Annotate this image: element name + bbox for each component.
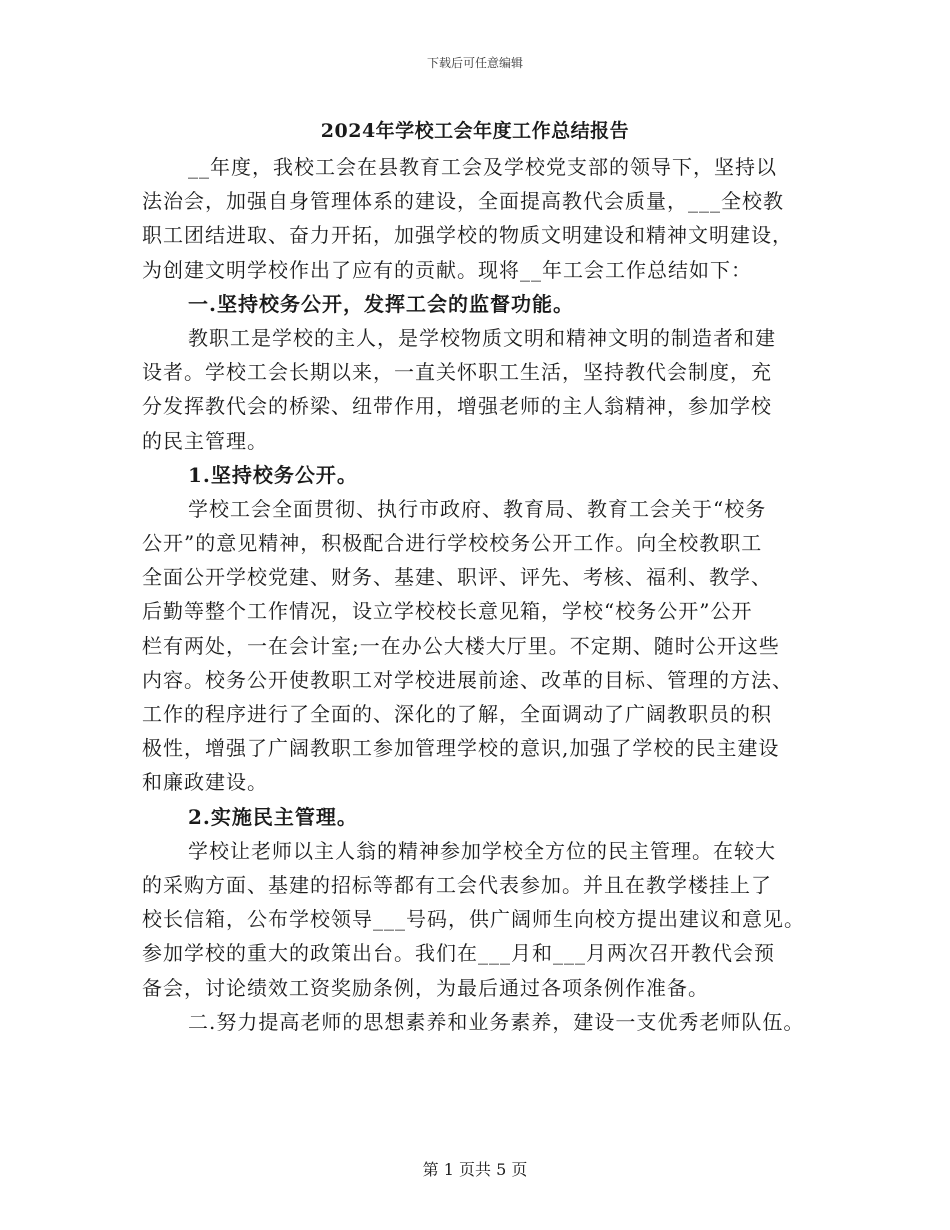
paragraph-line: 设者。学校工会长期以来，一直关怀职工生活，坚持教代会制度，充 — [142, 360, 772, 385]
paragraph-line: 职工团结进取、奋力开拓，加强学校的物质文明建设和精神文明建设， — [142, 223, 793, 248]
paragraph-line: 分发挥教代会的桥梁、纽带作用，增强老师的主人翁精神，参加学校 — [142, 394, 772, 419]
header-note: 下载后可任意编辑 — [426, 56, 523, 70]
paragraph-line: 二.努力提高老师的思想素养和业务素养，建设一支优秀老师队伍。 — [188, 1009, 805, 1034]
paragraph-line: 学校让老师以主人翁的精神参加学校全方位的民主管理。在较大 — [188, 838, 776, 863]
document-body — [142, 150, 832, 1039]
paragraph-line: 工作的程序进行了全面的、深化的了解，全面调动了广阔教职员的积 — [142, 702, 772, 726]
paragraph-line: __年度，我校工会在县教育工会及学校党支部的领导下，坚持以 — [188, 155, 777, 179]
section-heading: 2.实施民主管理。 — [188, 804, 358, 829]
paragraph-line: 全面公开学校党建、财务、基建、职评、评先、考核、福利、教学、 — [142, 565, 772, 590]
page-footer: 第 1 页共 5 页 — [422, 1160, 528, 1179]
paragraph-line: 学校工会全面贯彻、执行市政府、教育局、教育工会关于“校务 — [188, 496, 767, 521]
paragraph-line: 校长信箱，公布学校领导___号码，供广阔师生向校方提出建议和意见。 — [142, 907, 805, 932]
paragraph-line: 极性，增强了广阔教职工参加管理学校的意识,加强了学校的民主建设 — [142, 736, 780, 761]
paragraph-line: 的采购方面、基建的招标等都有工会代表参加。并且在教学楼挂上了 — [142, 872, 772, 897]
section-heading: 1.坚持校务公开。 — [188, 462, 358, 487]
paragraph-line: 参加学校的重大的政策出台。我们在___月和___月两次召开教代会预 — [142, 941, 775, 966]
paragraph-line: 为创建文明学校作出了应有的贡献。现将__年工会工作总结如下： — [142, 257, 752, 282]
paragraph-line: 法治会，加强自身管理体系的建设，全面提高教代会质量，___全校教 — [142, 189, 784, 214]
paragraph-line: 公开”的意见精神，积极配合进行学校校务公开工作。向全校教职工 — [142, 531, 763, 556]
paragraph-line: 和廉政建设。 — [142, 770, 268, 795]
paragraph-line: 的民主管理。 — [142, 428, 268, 453]
paragraph-line: 教职工是学校的主人，是学校物质文明和精神文明的制造者和建 — [188, 325, 776, 350]
section-heading: 一.坚持校务公开，发挥工会的监督功能。 — [188, 291, 574, 316]
paragraph-line: 后勤等整个工作情况，设立学校校长意见箱，学校“校务公开”公开 — [142, 599, 753, 624]
paragraph-line: 内容。校务公开使教职工对学校进展前途、改革的目标、管理的方法、 — [142, 667, 793, 692]
document-title: 2024年学校工会年度工作总结报告 — [320, 120, 630, 142]
paragraph-line: 栏有两处，一在会计室;一在办公大楼大厅里。不定期、随时公开这些 — [142, 633, 780, 658]
paragraph-line: 备会，讨论绩效工资奖励条例，为最后通过各项条例作准备。 — [142, 975, 709, 1000]
